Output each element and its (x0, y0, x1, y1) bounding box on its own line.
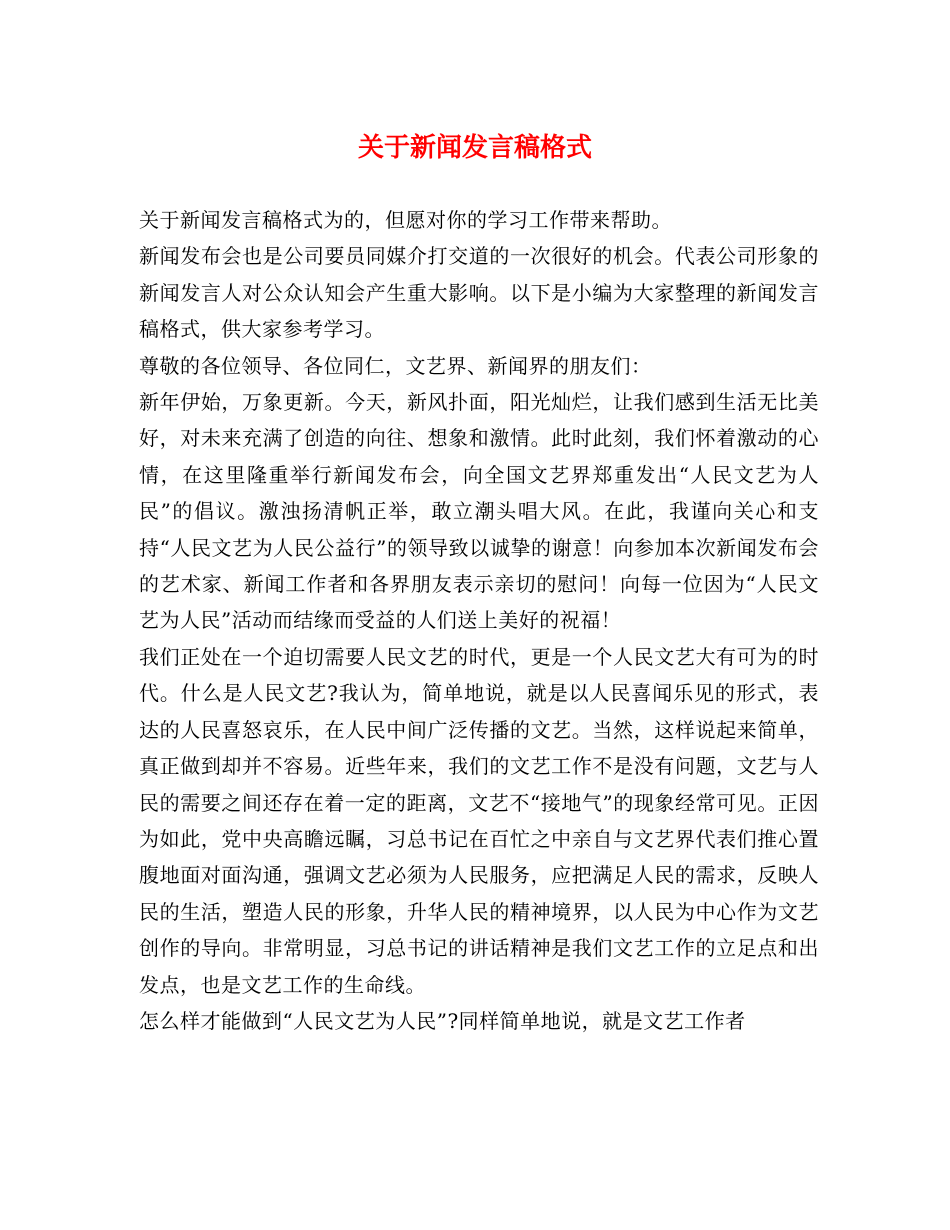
document-body (139, 202, 819, 1039)
paragraph-salutation: 尊敬的各位领导、各位同仁，文艺界、新闻界的朋友们： (139, 353, 652, 378)
page-title: 关于新闻发言稿格式 (357, 133, 592, 163)
paragraph-new-year: 新年伊始，万象更新。今天，新风扑面，阳光灿烂，让我们感到生活无比美好，对未来充满了创造的向往、想象和激情。此时此刻，我们怀着激动的心情，在这里隆重举行新闻发布会，向全国文艺界郑重发出“人民文艺为人民”的倡议。激浊扬清帆正举，敢立潮头唱大风。在此，我谨向关心和支持“人民文艺为人民公益行”的领导致以诚挚的谢意！向参加本次新闻发布会的艺术家、新闻工作者和各界朋友表示亲切的慰问！向每一位因为“人民文艺为人民”活动而结缘而受益的人们送上美好的祝福！ (139, 390, 819, 633)
paragraph-intro: 关于新闻发言稿格式为的，但愿对你的学习工作带来帮助。 (139, 208, 672, 232)
paragraph-press-conference: 新闻发布会也是公司要员同媒介打交道的一次很好的机会。代表公司形象的新闻发言人对公众认知会产生重大影响。以下是小编为大家整理的新闻发言稿格式，供大家参考学习。 (139, 244, 819, 342)
paragraph-peoples-art: 我们正处在一个迫切需要人民文艺的时代，更是一个人民文艺大有可为的时代。什么是人民文艺?我认为，简单地说，就是以人民喜闻乐见的形式，表达的人民喜怒哀乐，在人民中间广泛传播的文艺。当然，这样说起来简单，真正做到却并不容易。近些年来，我们的文艺工作不是没有问题，文艺与人民的需要之间还存在着一定的距离，文艺不“接地气”的现象经常可见。正因为如此，党中央高瞻远瞩，习总书记在百忙之中亲自与文艺界代表们推心置腹地面对面沟通，强调文艺必须为人民服务，应把满足人民的需求，反映人民的生活，塑造人民的形象，升华人民的精神境界，以人民为中心作为文艺创作的导向。非常明显，习总书记的讲话精神是我们文艺工作的立足点和出发点，也是文艺工作的生命线。 (139, 644, 819, 997)
paragraph-how-to: 怎么样才能做到“人民文艺为人民”?同样简单地说，就是文艺工作者 (139, 1008, 746, 1033)
